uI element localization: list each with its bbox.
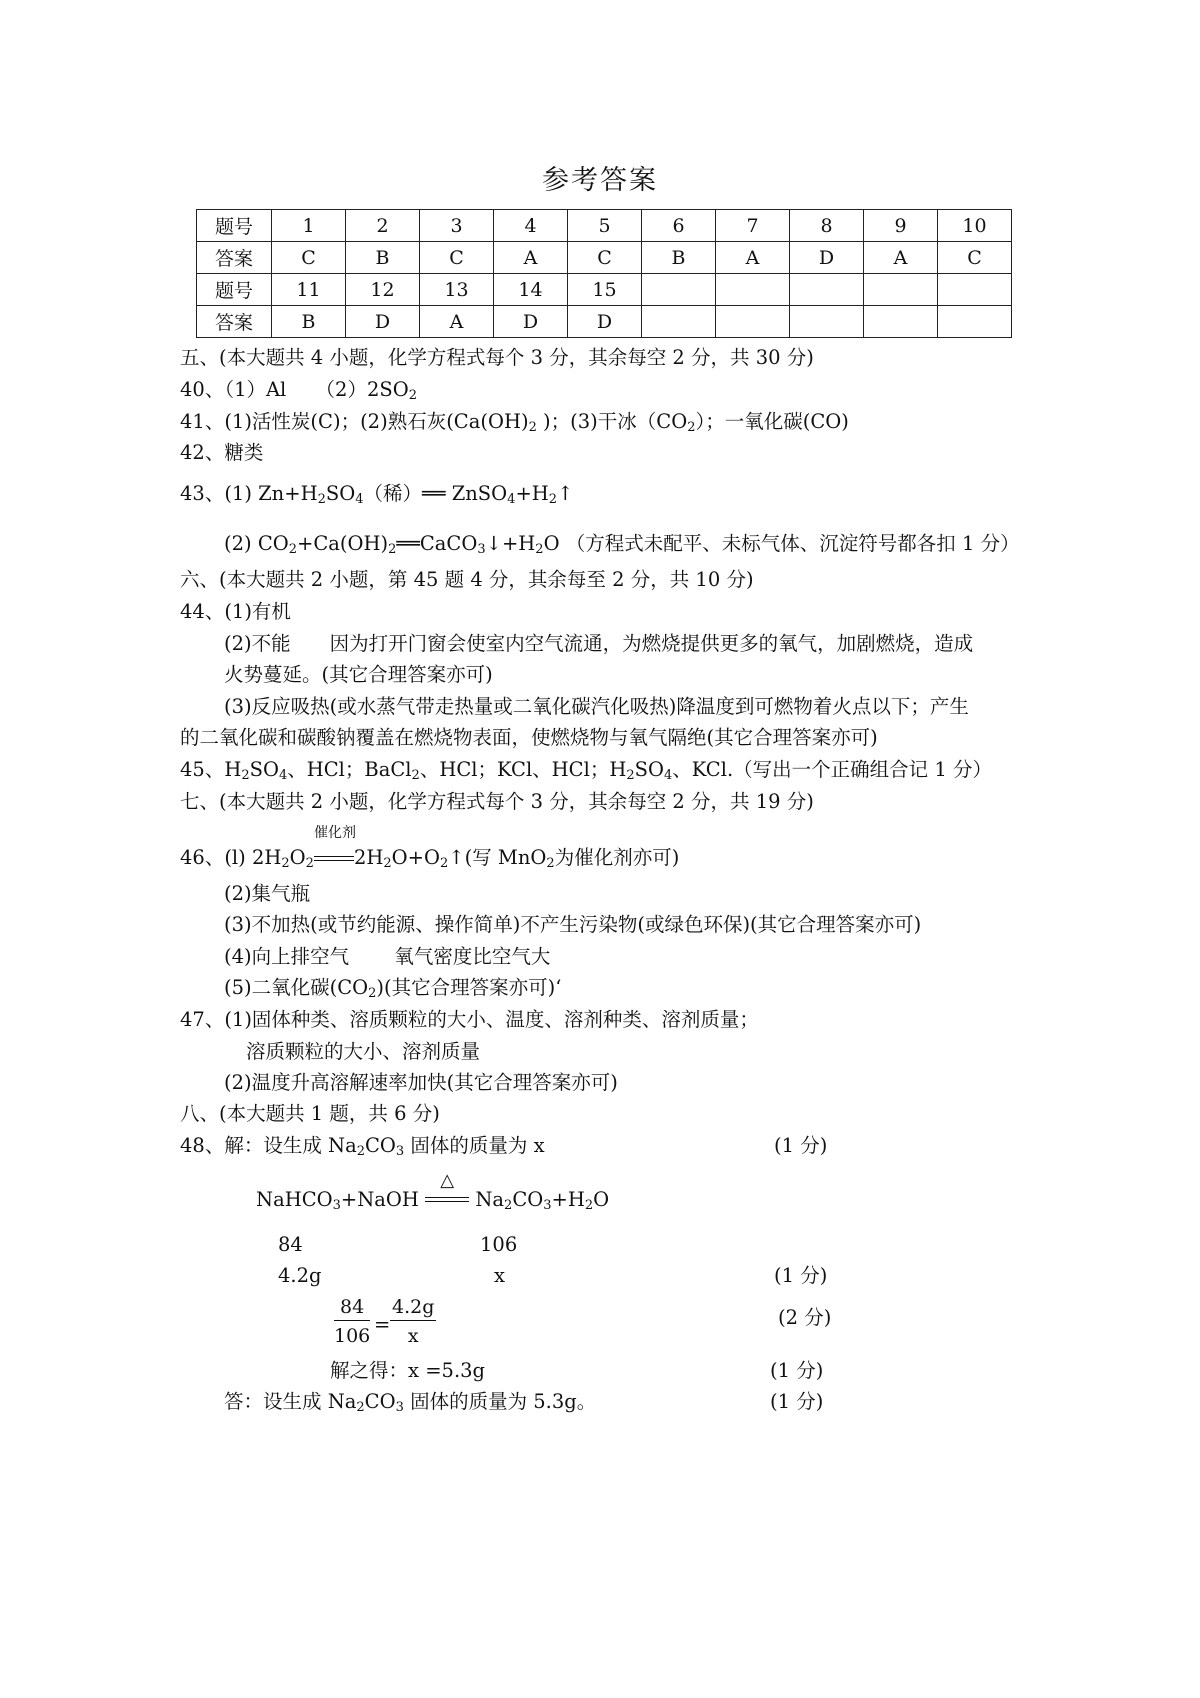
table-cell — [938, 306, 1012, 338]
answer-46-2: (2)集气瓶 — [224, 882, 311, 905]
given-mass: 4.2g — [278, 1264, 322, 1287]
row-header: 题号 — [197, 274, 272, 306]
answer-45: 45、$H_2SO_4$、HCl；BaCl$_2$、HCl；KCl、HCl；$H_2SO_4$、KCl.（写出一个正确组合记 1 分） — [180, 758, 992, 783]
table-cell: 3 — [420, 210, 494, 242]
table-cell: D — [494, 306, 568, 338]
answer-44-3-cont: 的二氧化碳和碳酸钠覆盖在燃烧物表面，使燃烧物与氧气隔绝(其它合理答案亦可) — [180, 726, 878, 749]
reaction-equation: NaHCO$_3$+NaOH △ $Na_2CO_3+H_2O$ — [256, 1169, 610, 1213]
row-header: 题号 — [197, 210, 272, 242]
answer-46-3: (3)不加热(或节约能源、操作简单)不产生污染物(或绿色环保)(其它合理答案亦可) — [224, 913, 922, 936]
table-cell: 12 — [346, 274, 420, 306]
table-cell — [864, 306, 938, 338]
table-cell: 11 — [272, 274, 346, 306]
table-cell: B — [272, 306, 346, 338]
answer-44-3: (3)反应吸热(或水蒸气带走热量或二氧化碳汽化吸热)降温度到可燃物着火点以下；产生 — [224, 695, 969, 718]
table-cell: 2 — [346, 210, 420, 242]
answer-43-1: 43、(1) $Zn+H_2SO_4$（稀）══ $ZnSO_4+H_2↑$ — [180, 482, 574, 507]
table-cell — [938, 274, 1012, 306]
table-cell: C — [420, 242, 494, 274]
table-row — [197, 242, 1012, 274]
answer-47-1: 47、(1)固体种类、溶质颗粒的大小、温度、溶剂种类、溶剂质量； — [180, 1008, 759, 1031]
solution-line: 解之得：x =5.3g — [330, 1359, 486, 1382]
table-cell: C — [272, 242, 346, 274]
table-cell: B — [346, 242, 420, 274]
table-cell: 15 — [568, 274, 642, 306]
answer-41: 41、(1)活性炭(C)；(2)熟石灰($Ca(OH)_2$ )；(3)干冰$(CO_2)$；一氧化碳(CO) — [180, 410, 849, 435]
table-cell: D — [790, 242, 864, 274]
table-cell: 8 — [790, 210, 864, 242]
catalyst-arrow: 催化剂 — [314, 846, 354, 870]
answer-46-4: (4)向上排空气 氧气密度比空气大 — [224, 945, 551, 968]
table-cell: 7 — [716, 210, 790, 242]
table-cell — [642, 306, 716, 338]
table-row — [197, 274, 1012, 306]
heat-condition: △ — [425, 1195, 469, 1207]
proportion-right: $\frac{4.2g}{x}$ — [392, 1296, 435, 1347]
table-cell — [864, 274, 938, 306]
answer-42: 42、糖类 — [180, 441, 264, 464]
table-cell — [790, 306, 864, 338]
row-header: 答案 — [197, 306, 272, 338]
table-cell — [716, 306, 790, 338]
answer-44-1: 44、(1)有机 — [180, 600, 291, 623]
answer-48-setup: 48、解：设生成 $Na_2CO_3$ 固体的质量为 x — [180, 1134, 545, 1159]
table-cell: A — [420, 306, 494, 338]
table-row — [197, 306, 1012, 338]
answer-47-2: (2)温度升高溶解速率加快(其它合理答案亦可) — [224, 1071, 618, 1094]
section-8-heading: 八、(本大题共 1 题，共 6 分) — [180, 1102, 440, 1125]
molar-mass-right: 106 — [480, 1233, 518, 1256]
table-cell — [716, 274, 790, 306]
table-cell — [642, 274, 716, 306]
answer-44-2-cont: 火势蔓延。(其它合理答案亦可) — [224, 663, 493, 686]
answer-46-1: 46、(l) $2H_2O_2$ 催化剂 $2H_2O+O_2↑$(写 MnO$_2$为催化剂亦可) — [180, 825, 680, 871]
table-row — [197, 210, 1012, 242]
answer-table — [196, 209, 1012, 338]
answer-47-1-cont: 溶质颗粒的大小、溶剂质量 — [246, 1040, 481, 1063]
score-3: (2 分) — [778, 1306, 832, 1329]
table-cell: 9 — [864, 210, 938, 242]
proportion-equals: = — [374, 1313, 391, 1336]
answer-46-5: (5)二氧化碳$(CO_2)$(其它合理答案亦可)‘ — [224, 976, 562, 1001]
table-cell: 4 — [494, 210, 568, 242]
table-cell: B — [642, 242, 716, 274]
section-6-heading: 六、(本大题共 2 小题，第 45 题 4 分，其余每至 2 分，共 10 分) — [180, 568, 754, 591]
table-cell: A — [864, 242, 938, 274]
table-cell: 1 — [272, 210, 346, 242]
score-4: (1 分) — [770, 1359, 824, 1382]
table-cell: 14 — [494, 274, 568, 306]
table-cell: 6 — [642, 210, 716, 242]
table-cell: D — [568, 306, 642, 338]
table-cell: A — [716, 242, 790, 274]
score-1: (1 分) — [774, 1134, 828, 1157]
row-header: 答案 — [197, 242, 272, 274]
table-cell: 10 — [938, 210, 1012, 242]
answer-40: 40、（1）Al $(2)2SO_2$ — [180, 378, 417, 403]
table-cell: 5 — [568, 210, 642, 242]
answer-44-2: (2)不能 因为打开门窗会使室内空气流通，为燃烧提供更多的氧气，加剧燃烧，造成 — [224, 632, 974, 655]
section-7-heading: 七、(本大题共 2 小题，化学方程式每个 3 分，其余每空 2 分，共 19 分) — [180, 790, 814, 813]
page-title: 参考答案 — [542, 165, 658, 196]
final-answer: 答：设生成 $Na_2CO_3$ 固体的质量为 5.3g。 — [224, 1390, 597, 1415]
unknown-mass: x — [494, 1264, 505, 1287]
table-cell — [790, 274, 864, 306]
table-cell: C — [938, 242, 1012, 274]
proportion-left: $\frac{84}{106}$ — [334, 1296, 371, 1347]
molar-mass-left: 84 — [278, 1233, 303, 1256]
table-cell: C — [568, 242, 642, 274]
table-cell: 13 — [420, 274, 494, 306]
table-cell: A — [494, 242, 568, 274]
score-2: (1 分) — [774, 1264, 828, 1287]
answer-43-2: (2) $CO_2+Ca(OH)_2══CaCO_3↓+H_2O$ （方程式未配平、未标气体、沉淀符号都各扣 1 分） — [224, 532, 1020, 557]
table-cell: D — [346, 306, 420, 338]
score-5: (1 分) — [770, 1390, 824, 1413]
section-5-heading: 五、(本大题共 4 小题，化学方程式每个 3 分，其余每空 2 分，共 30 分) — [180, 346, 814, 369]
